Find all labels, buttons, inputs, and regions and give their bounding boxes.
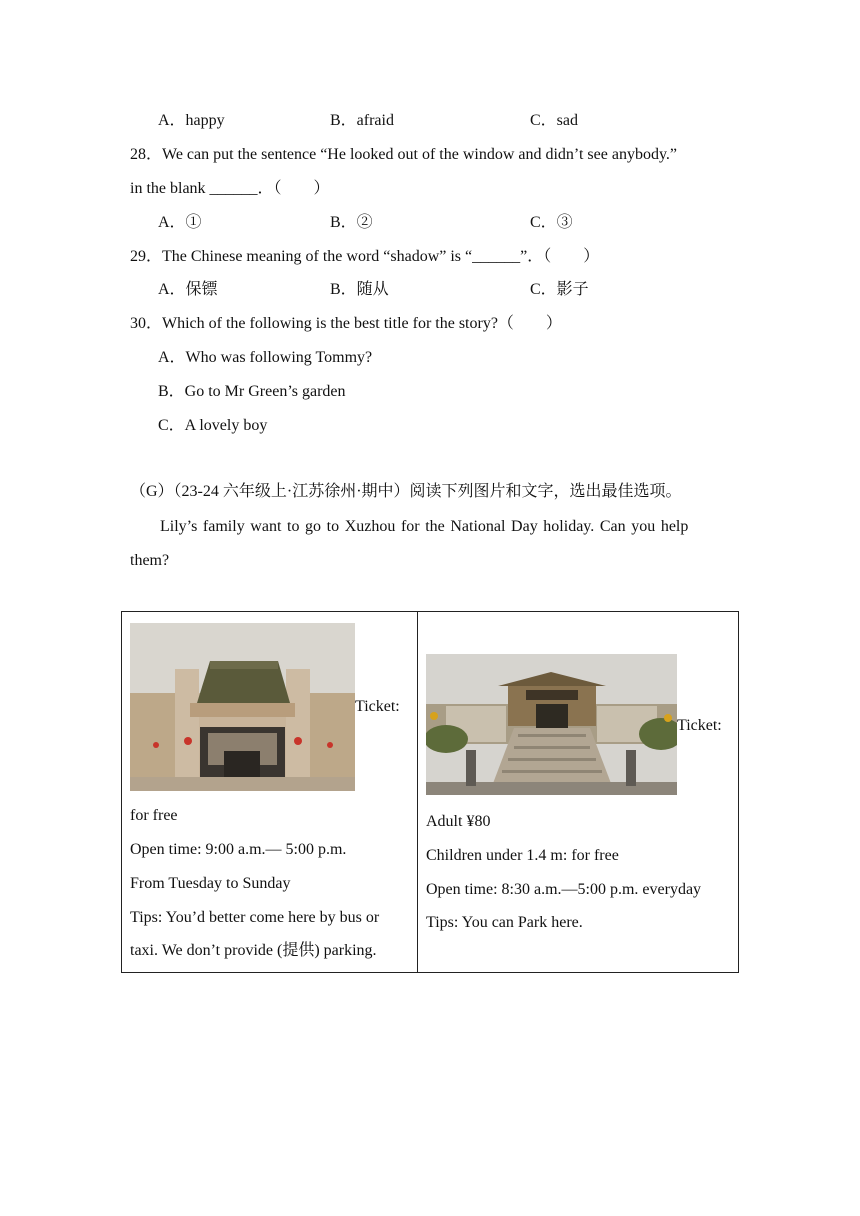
q30-question: 30．Which of the following is the best title for the story?（ ） [130, 315, 562, 332]
section-g-header: （G）（23-24 六年级上·江苏徐州·期中）阅读下列图片和文字，选出最佳选项。 [130, 483, 682, 500]
section-g-intro-line2: them? [130, 552, 170, 569]
q29-option-c: C．影子 [530, 281, 589, 298]
museum-cell [122, 612, 417, 972]
tomb-cell [418, 612, 738, 972]
tomb-ticket-label: Ticket: [677, 717, 722, 734]
q28-question-line2: in the blank ______．（ ） [130, 180, 330, 197]
museum-info-line: From Tuesday to Sunday [130, 875, 291, 892]
q30-option-a: A．Who was following Tommy? [158, 349, 373, 366]
tomb-info-line: Open time: 8:30 a.m.—5:00 p.m. everyday [426, 881, 702, 898]
tomb-info-line: Tips: You can Park here. [426, 914, 583, 931]
museum-info-line: taxi. We don’t provide (提供) parking. [130, 942, 377, 959]
tomb-photo [426, 654, 677, 795]
q29-question: 29．The Chinese meaning of the word “shadow” is “______”．（ ） [130, 248, 600, 265]
q27-option-b: B．afraid [330, 112, 394, 129]
q29-option-a: A．保镖 [158, 281, 218, 298]
q28-options [0, 213, 860, 233]
museum-info-line: Open time: 9:00 a.m.— 5:00 p.m. [130, 841, 347, 858]
museum-info-line: for free [130, 807, 178, 824]
q27-option-a: A．happy [158, 112, 225, 129]
q28-option-b: B．② [330, 214, 373, 231]
q28-option-c: C．③ [530, 214, 573, 231]
q27-options [0, 111, 860, 131]
section-g-intro-line1: Lily’s family want to go to Xuzhou for the National Day holiday. Can you help [160, 518, 689, 535]
tomb-info-line: Adult ¥80 [426, 813, 491, 830]
q29-option-b: B．随从 [330, 281, 389, 298]
museum-ticket-label: Ticket: [355, 698, 400, 715]
q28-question-line1: 28．We can put the sentence “He looked out of the window and didn’t see anybody.” [130, 146, 677, 163]
q30-option-b: B．Go to Mr Green’s garden [158, 383, 346, 400]
q29-options [0, 280, 860, 300]
attractions-table [121, 611, 739, 973]
museum-info-line: Tips: You’d better come here by bus or [130, 909, 380, 926]
q27-option-c: C．sad [530, 112, 579, 129]
tomb-info-line: Children under 1.4 m: for free [426, 847, 619, 864]
q30-option-c: C．A lovely boy [158, 417, 268, 434]
q28-option-a: A．① [158, 214, 202, 231]
museum-photo [130, 623, 355, 791]
